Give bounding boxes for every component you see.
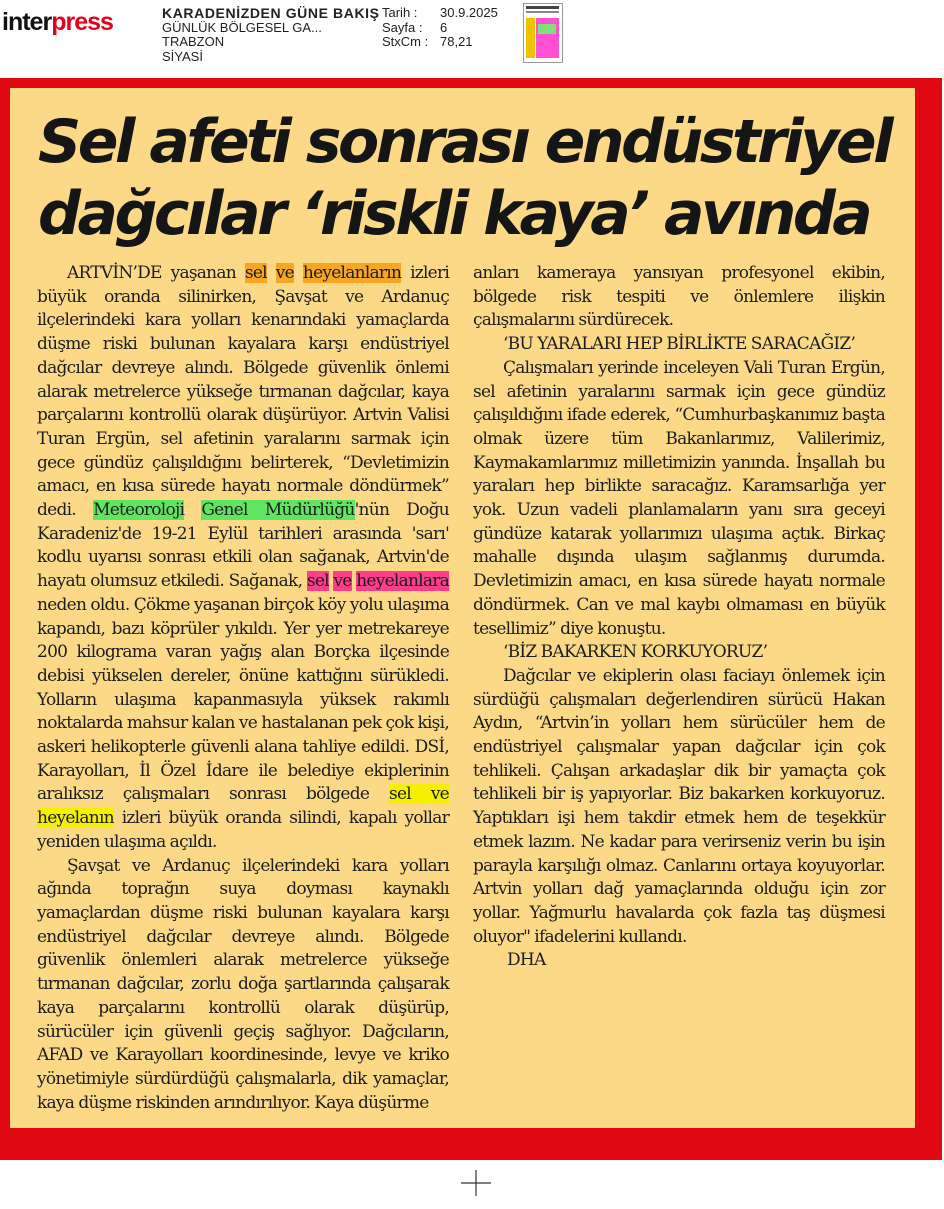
date-value: 30.9.2025 <box>440 5 498 20</box>
logo-text-dark: inter <box>2 8 52 36</box>
keyword-highlight-pink: heyelanlara <box>356 571 449 592</box>
article-paragraph-1: ARTVİN’DE yaşanan sel ve heyelanların izleri büyük oranda silinirken, Şavşat ve Ardanuç ilçelerindeki kara yolları kenarındaki yamaçlarda düşme riski bulunan kayalara karşı endüstriyel dağcılar devreye alındı. Bölgede güvenlik önlemi alarak metrelerce yükseğe tırmanan dağcılar, kaya parçalarını kontrollü olarak düşürüyor. Artvin Valisi Turan Ergün, sel afetinin yaralarını sarmak için gece gündüz çalışıldığını belirterek, “Devletimizin amacı, en kısa sürede hayatı normale döndürmek” dedi. Meteoroloji Genel Müdürlüğü'nün Doğu Karadeniz'de 19-21 Eylül tarihleri arasında 'sarı' kodlu uyarısı sonrası etkili olan sağanak, Artvin'de hayatı olumsuz etkiledi. Sağanak, sel ve heyelanlara neden oldu. Çökme yaşanan birçok köy yolu ulaşıma kapandı, bazı köprüler yıkıldı. Yer yer metrekareye 200 kilograma varan yağış alan Borçka ilçesinde debisi yükselen dereler, önüne kattığını sürükledi. Yolların ulaşıma kapanmasıyla yüksek rakımlı noktalarda mahsur kalan ve hastalanan pek çok kişi, askeri helikopterle güvenli alana tahliye edildi. DSİ, Karayolları, İl Özel İdare ile belediye ekiplerinin aralıksız çalışmaları sonrası bölgede sel ve heyelanın izleri büyük oranda silindi, kapalı yollar yeniden ulaşıma açıldı. <box>37 263 450 852</box>
stxcm-value: 78,21 <box>440 34 473 49</box>
publication-type: GÜNLÜK BÖLGESEL GA... <box>162 19 322 35</box>
headline-line-1: Sel afeti sonrası endüstriyel <box>38 107 891 177</box>
stxcm-row <box>382 35 498 50</box>
interpress-logo <box>2 8 113 37</box>
stxcm-label: StxCm : <box>382 34 429 49</box>
article-paragraph-4: Dağcılar ve ekiplerin olası faciayı önlemek için sürdüğü çalışmaları değerlendiren sürücü Hakan Aydın, “Artvin’in yolları hem sürücüler hem de endüstriyel çalışmalar yapan dağcılar için çok tehlikeli. Çalışan arkadaşlar dik bir yamaçta çok tehlikeli bir iş yapıyorlar. Biz bakarken korkuyoruz. Yaptıkları işi hem takdir etmek hem de teşekkür etmek lazım. Ne kadar para verirseniz verin bu işin parayla karşılığı olmaz. Canlarını ortaya koyuyorlar. Artvin yolları dağ yamaçlarında olduğu için zor yollar. Yağmurlu havalarda çok fazla taş düşmesi oluyor" ifadelerini kullandı. <box>473 665 885 947</box>
article-headline <box>38 106 908 250</box>
article-column-1 <box>37 262 449 1115</box>
publication-info <box>162 6 380 64</box>
keyword-highlight-orange: sel <box>244 263 267 283</box>
keyword-highlight-yellow: sel ve heyelanın <box>37 784 449 829</box>
subheading-1: ‘BU YARALARI HEP BİRLİKTE SARACAĞIZ’ <box>503 334 856 355</box>
article-paragraph-2-continued: anları kameraya yansıyan profesyonel ekibin, bölgede risk tespiti ve önlemlere ilişkin çalışmalarını sürdürecek. <box>473 263 885 331</box>
page-thumbnail[interactable] <box>523 3 563 63</box>
date-label: Tarih : <box>382 5 418 20</box>
keyword-highlight-green: Genel Müdürlüğü <box>201 500 355 521</box>
article-paragraph-3: Çalışmaları yerinde inceleyen Vali Turan Ergün, sel afetinin yaralarını sarmak için gece gündüz çalışıldığını ifade ederek, “Cumhurbaşkanımız başta olmak üzere tüm Bakanlarımız, Valilerimiz, Kaymakamlarımız milletimizin yanında. İnşallah bu yaraları hep birlikte saracağız. Karamsarlığa yer yok. Uzun vadeli planlamaların yanı sıra geceyi gündüze katarak yollarımızı ulaşıma açtık. Birkaç mahalle dışında ulaşım sağlanmış durumda. Devletimizin amacı, en kısa sürede hayatı normale döndürmek. Can ve mal kaybı olmaması en büyük tesellimiz” diye konuştu. <box>473 357 885 639</box>
keyword-highlight-pink: sel <box>306 571 329 592</box>
article-signature: DHA <box>507 950 546 971</box>
subheading-2: ‘BİZ BAKARKEN KORKUYORUZ’ <box>503 642 768 663</box>
publication-category: SİYASİ <box>162 48 203 64</box>
keyword-highlight-orange: ve <box>275 263 294 283</box>
page-value: 6 <box>440 19 448 35</box>
page-row <box>382 21 498 36</box>
keyword-highlight-orange: heyelanların <box>302 263 402 283</box>
publication-name: KARADENİZDEN GÜNE BAKIŞ <box>162 5 380 21</box>
crop-mark-icon <box>461 1170 491 1200</box>
article-paragraph-2: Şavşat ve Ardanuç ilçelerindeki kara yolları ağında toprağın suya doyması kaynaklı yamaçlardan düşme riski bulunan kayalara karşı endüstriyel dağcılar devreye alındı. Bölgede güvenlik önlemleri alarak metrelerce yükseğe tırmanan dağcılar, zorlu doğa şartlarında çalışarak kaya parçalarını kontrollü olarak düşürüp, sürücüler için güvenli geçiş sağlıyor. Dağcıların, AFAD ve Karayolları koordinesinde, levye ve kriko yönetimiyle sürdürdüğü çalışmalarla, dik yamaçlar, kaya düşme riskinden arındırılıyor. Kaya düşürme <box>37 855 449 1113</box>
keyword-highlight-green: Meteoroloji <box>93 500 185 521</box>
page-label: Sayfa : <box>382 19 423 35</box>
date-row <box>382 6 498 21</box>
keyword-highlight-pink: ve <box>333 571 352 592</box>
logo-text-red: press <box>51 8 113 36</box>
article-column-2 <box>473 262 885 973</box>
clip-metadata <box>382 6 498 50</box>
headline-line-2: dağcılar ‘riskli kaya’ avında <box>38 179 870 249</box>
publication-city: TRABZON <box>162 34 225 49</box>
